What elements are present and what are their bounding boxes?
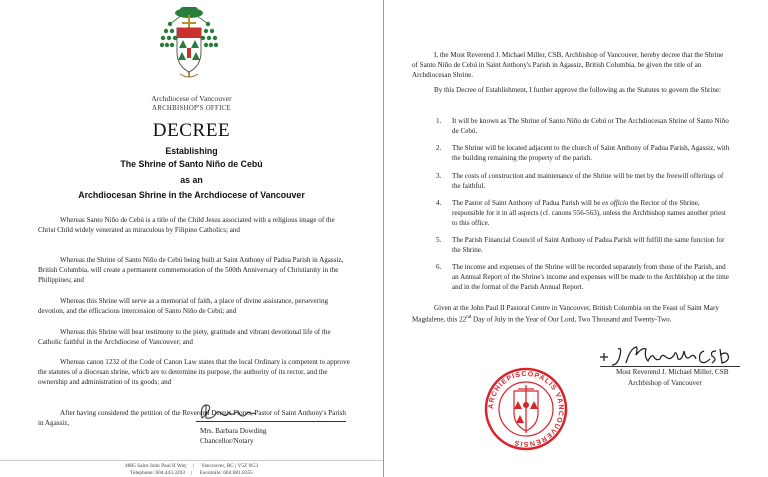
chancellor-signature-line — [196, 421, 346, 422]
petition-paragraph: After having considered the petition of the Reverend Dennis Flores, Pastor of Saint Anthony's Parish in Agassiz, — [38, 409, 346, 427]
subtitle-archdiocesan-shrine: Archdiocesan Shrine in the Archdiocese of Vancouver — [78, 190, 305, 200]
decree-title: DECREE — [152, 120, 231, 141]
statute-item — [436, 198, 732, 228]
footer-facsimile: Facsimile: 604.681.8355 — [199, 470, 253, 476]
letterhead-footer: 4885 Saint John Paul II Way | Vancouver, BC | V5Z 0G3 Telephone: 604.443.3203 | Facsimile: 604.681.8355 — [0, 460, 383, 477]
statute-item — [436, 171, 732, 191]
statute-text-emphasis: ex officio — [602, 199, 629, 207]
statute-number: 2. — [436, 144, 442, 152]
footer-telephone: Telephone: 604.443.3203 — [130, 470, 185, 476]
seal-text: ARCHIEPISCOPALIS VANCOUVERENSIS — [487, 370, 565, 448]
office-name: ARCHBISHOP'S OFFICE — [152, 105, 231, 112]
statute-number: 5. — [436, 236, 442, 244]
whereas-paragraph: Whereas this Shrine will bear testimony to the piety, gratitude and vibrant devotional life of the Catholic faithful in the Archdiocese of Vancouver; and — [38, 328, 331, 346]
chancellor-title: Chancellor/Notary — [200, 437, 254, 445]
decree-intro-paragraph: I, the Most Reverend J. Michael Miller, CSB, Archbishop of Vancouver, hereby decree that the Shrine of Santo Niño de Cebú in Saint Anthony's Parish in Agassiz, British Columbia, be given the title of an Archdiocesan Shrine. — [412, 51, 724, 79]
given-at-paragraph — [412, 303, 730, 324]
statute-item — [436, 235, 732, 255]
statute-text: The costs of construction and maintenance of the Shrine will be met by the freewill offerings of the faithful. — [452, 172, 724, 190]
whereas-paragraph: Whereas canon 1232 of the Code of Canon Law states that the local Ordinary is competent to approve the statutes of a diocesan shrine, which are to determine its purpose, the authority of its rector, and the ownership and administration of its goods; and — [38, 358, 350, 386]
archbishop-signature-line — [600, 366, 740, 367]
statute-text: The income and expenses of the Shrine will be recorded separately from those of the Parish, and an Annual Report of the Shrine's income and expenses will be made to the Archbishop at the time and in the format of the Parish Annual Report. — [452, 263, 729, 291]
chancellor-name: Mrs. Barbara Dowding — [200, 427, 267, 435]
statute-number: 6. — [436, 263, 442, 271]
archdiocese-name: Archdiocese of Vancouver — [151, 94, 232, 103]
statute-text: The Shrine will be located adjacent to the church of Saint Anthony of Padua Parish, Agassiz, with the building remaining the property of the parish. — [452, 144, 730, 162]
whereas-paragraph: Whereas Santo Niño de Cebú is a title of the Child Jesus associated with a religious image of the Christ Child widely venerated as miraculous by Filipino Catholics; and — [38, 216, 335, 234]
statute-item — [436, 116, 732, 136]
archbishop-title: Archbishop of Vancouver — [628, 379, 702, 387]
statute-text-part: The Pastor of Saint Anthony of Padua Parish will be — [452, 199, 603, 207]
chancellor-signature — [196, 400, 284, 422]
given-text: Given at the John Paul II Pastoral Centre in Vancouver, British Columbia on the Feast of Saint Mary Magdalene, this 22 — [412, 304, 719, 324]
archbishop-name: Most Reverend J. Michael Miller, CSB — [616, 368, 729, 376]
statute-text: It will be known as The Shrine of Santo Niño de Cebú or The Archdiocesan Shrine of Santo Niño de Cebú. — [452, 117, 729, 135]
footer-address: 4885 Saint John Paul II Way — [125, 463, 187, 469]
whereas-paragraph: Whereas this Shrine will serve as a memorial of faith, a place of divine assistance, persevering devotion, and the efficacious intercession of Santo Niño de Cebú; and — [38, 297, 329, 315]
whereas-paragraph: Whereas the Shrine of Santo Niño de Cebú being built at Saint Anthony of Padua Parish in Agassiz, British Columbia, will create a permanent commemoration of the 500th Anniversary of Christianity in the Philippines; and — [38, 256, 344, 284]
statute-number: 4. — [436, 199, 442, 207]
statutes-intro-paragraph: By this Decree of Establishment, I further approve the following as the Statutes to govern the Shrine: — [434, 86, 722, 94]
given-ordinal: nd — [466, 315, 472, 320]
subtitle-establishing: Establishing — [165, 146, 218, 156]
statute-number: 1. — [436, 117, 442, 125]
coat-of-arms-emblem — [160, 4, 218, 84]
statute-text-part: the Rector of the Shrine, responsible for it in all aspects (cf. canons 556-563), unless the Archbishop names another priest to this office. — [452, 199, 726, 227]
statute-item — [436, 143, 732, 163]
statute-text: The Parish Financial Council of Saint Anthony of Padua Parish will fulfill the same function for the Shrine. — [452, 236, 725, 254]
subtitle-shrine-name: The Shrine of Santo Niño de Cebú — [120, 159, 263, 169]
statute-item — [436, 262, 732, 292]
given-text: Day of July in the Year of Our Lord, Two Thousand and Twenty-Two. — [471, 315, 672, 324]
archdiocese-seal-stamp — [484, 367, 568, 451]
footer-city: Vancouver, BC | V5Z 0G3 — [201, 463, 258, 469]
statute-number: 3. — [436, 172, 442, 180]
subtitle-as-an: as an — [180, 175, 203, 185]
